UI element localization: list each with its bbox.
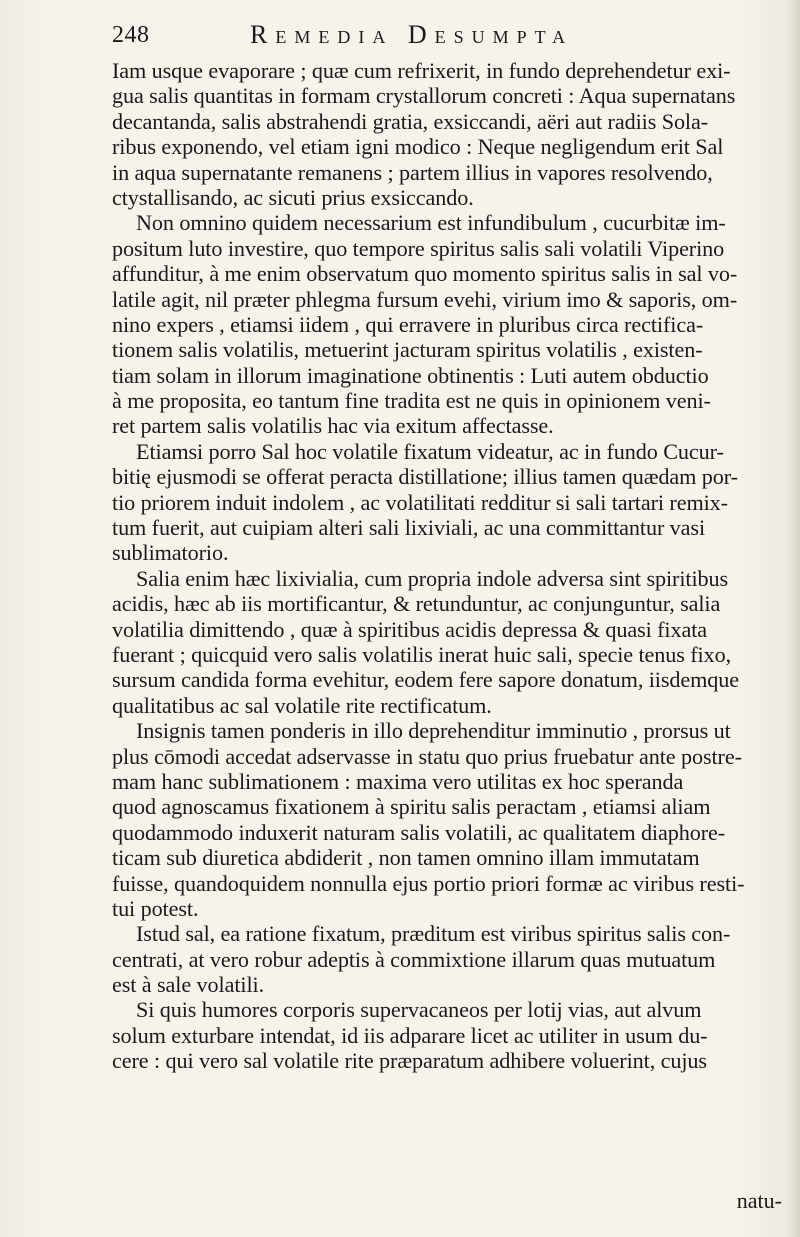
text-line: à me proposita, eo tantum fine tradita est ne quis in opinionem veni-: [112, 388, 711, 414]
text-line: ticam sub diuretica abdiderit , non tamen omnino illam immutatam: [112, 845, 700, 871]
text-line: bitię ejusmodi se offerat peracta distillatione; illius tamen quædam por-: [112, 464, 738, 490]
catchword: natu-: [736, 1188, 782, 1213]
text-line: fuisse, quandoquidem nonnulla ejus portio priori formæ ac viribus resti-: [112, 870, 745, 896]
text-line: fuerant ; quicquid vero salis volatilis inerat huic sali, specie tenus fixo,: [112, 641, 732, 667]
page-edge-shadow: [786, 0, 800, 1237]
text-line: tio priorem induit indolem , ac volatilitati redditur si sali tartari remix-: [112, 489, 728, 515]
text-line: tum fuerit, aut cuipiam alteri sali lixiviali, ac una committantur vasi: [112, 515, 706, 541]
text-line: Salia enim hæc lixivialia, cum propria indole adversa sint spiritibus: [136, 565, 729, 591]
text-line: in aqua supernatante remanens ; partem illius in vapores resolvendo,: [112, 159, 713, 185]
text-line: sursum candida forma evehitur, eodem fere sapore donatum, iisdemque: [112, 667, 740, 693]
text-line: est à sale volatili.: [112, 972, 265, 998]
page-number: 248: [112, 22, 150, 48]
text-line: Insignis tamen ponderis in illo deprehenditur imminutio , prorsus ut: [136, 718, 731, 744]
text-line: acidis, hæc ab iis mortificantur, & retunduntur, ac conjunguntur, salia: [112, 591, 721, 617]
text-line: ctystallisando, ac sicuti prius exsiccando.: [112, 184, 474, 210]
text-line: qualitatibus ac sal volatile rite rectificatum.: [112, 692, 492, 718]
text-line: ribus exponendo, vel etiam igni modico : Neque negligendum erit Sal: [112, 134, 724, 160]
text-line: Si quis humores corporis supervacaneos per lotij vias, aut alvum: [136, 997, 702, 1023]
text-line: decantanda, salis abstrahendi gratia, exsiccandi, aëri aut radiis Sola-: [112, 108, 709, 134]
text-line: gua salis quantitas in formam crystallorum concreti : Aqua supernatans: [112, 83, 736, 109]
text-line: nino expers , etiamsi iidem , qui erravere in pluribus circa rectifica-: [112, 311, 704, 337]
text-line: positum luto investire, quo tempore spiritus salis sali volatili Viperino: [112, 235, 725, 261]
text-line: quodammodo induxerit naturam salis volatili, ac qualitatem diaphore-: [112, 819, 726, 845]
page-header: [110, 20, 790, 60]
text-line: sublimatorio.: [112, 540, 229, 566]
text-line: Istud sal, ea ratione fixatum, præditum est viribus spiritus salis con-: [136, 921, 731, 947]
text-line: affunditur, à me enim observatum quo momento spiritus salis in sal vo-: [112, 261, 738, 287]
text-line: Non omnino quidem necessarium est infundibulum , cucurbitæ im-: [136, 210, 726, 236]
text-line: Iam usque evaporare ; quæ cum refrixerit, in fundo deprehendetur exi-: [112, 58, 731, 83]
text-line: solum exturbare intendat, id iis adparare licet ac utiliter in usum du-: [112, 1022, 708, 1048]
text-line: centrati, at vero robur adeptis à commixtione illarum quas mutuatum: [112, 946, 716, 972]
text-line: tionem salis volatilis, metuerint jacturam spiritus volatilis , existen-: [112, 337, 703, 363]
text-line: Etiamsi porro Sal hoc volatile fixatum videatur, ac in fundo Cucur-: [136, 438, 724, 464]
text-line: tui potest.: [112, 895, 199, 921]
text-line: quod agnoscamus fixationem à spiritu salis peractam , etiamsi aliam: [112, 794, 711, 820]
text-line: volatilia dimittendo , quæ à spiritibus acidis depressa & quasi fixata: [112, 616, 708, 642]
running-title: Remedia Desumpta: [250, 20, 574, 49]
text-line: latile agit, nil præter phlegma fursum evehi, virium imo & saporis, om-: [112, 286, 738, 312]
text-line: plus cōmodi accedat adservasse in statu quo prius fruebatur ante postre-: [112, 743, 742, 769]
text-line: tiam solam in illorum imaginatione obtinentis : Luti autem obductio: [112, 362, 709, 388]
text-line: cere : qui vero sal volatile rite præparatum adhibere voluerint, cujus: [112, 1048, 707, 1074]
text-line: ret partem salis volatilis hac via exitum affectasse.: [112, 413, 554, 439]
body-text: [112, 58, 792, 1074]
text-line: mam hanc sublimationem : maxima vero utilitas ex hoc speranda: [112, 768, 684, 794]
